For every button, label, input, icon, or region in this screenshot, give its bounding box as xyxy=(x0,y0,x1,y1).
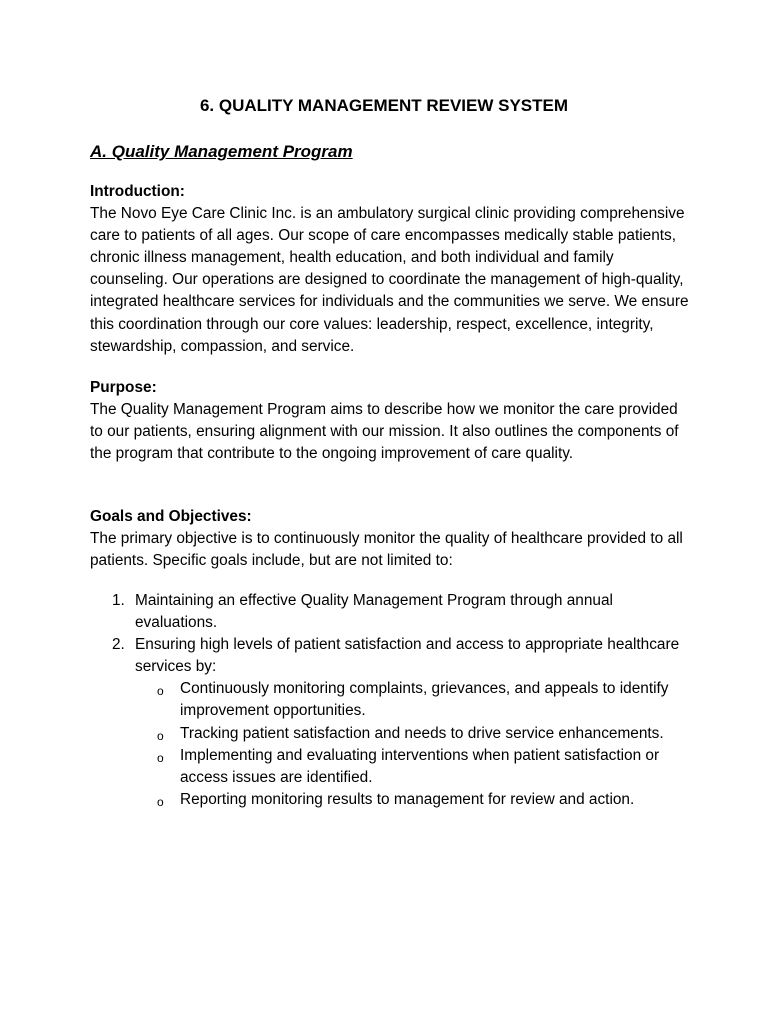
goals-list xyxy=(90,590,690,811)
section-text: The Quality Management Program aims to describe how we monitor the care provided to our patients, ensuring alignment with our mission. It also outlines the components of the program that contribute to the ongoing improvement of care quality. xyxy=(90,401,679,463)
section-heading: Introduction: xyxy=(90,183,185,200)
subitem-text: Implementing and evaluating interventions when patient satisfaction or access issues are identified. xyxy=(180,746,660,786)
section-introduction xyxy=(90,181,690,358)
subitem-text: Continuously monitoring complaints, grievances, and appeals to identify improvement opportunities. xyxy=(180,680,669,720)
bullet-icon: o xyxy=(157,684,164,699)
list-item xyxy=(135,678,690,722)
section-heading: Purpose: xyxy=(90,379,157,396)
bullet-icon: o xyxy=(157,750,164,765)
goal-number: 2. xyxy=(112,636,125,654)
section-text: The Novo Eye Care Clinic Inc. is an ambulatory surgical clinic providing comprehensive care to patients of all ages. Our scope of care encompasses medically stable patients, chronic illness management, health education, and both individual and family counseling. Our operations are designed to coordinate the management of high-quality, integrated healthcare services for individuals and the communities we serve. We ensure this coordination through our core values: leadership, respect, excellence, integrity, stewardship, compassion, and service. xyxy=(90,205,689,355)
list-item xyxy=(135,745,690,789)
list-item xyxy=(135,789,690,811)
bullet-icon: o xyxy=(157,794,164,809)
goal-text: Maintaining an effective Quality Management Program through annual evaluations. xyxy=(135,592,613,632)
subitem-text: Reporting monitoring results to management for review and action. xyxy=(180,790,635,808)
goal-number: 1. xyxy=(112,592,125,609)
section-heading: Goals and Objectives: xyxy=(90,508,252,525)
goal-subitems-list xyxy=(135,678,690,811)
bullet-icon: o xyxy=(157,728,164,743)
section-purpose xyxy=(90,377,690,465)
list-item xyxy=(135,723,690,745)
document-subtitle: A. Quality Management Program xyxy=(90,142,353,161)
section-goals-and-objectives xyxy=(90,506,690,572)
goal-item xyxy=(90,590,690,634)
subitem-text: Tracking patient satisfaction and needs to drive service enhancements. xyxy=(180,724,664,742)
document-title: 6. QUALITY MANAGEMENT REVIEW SYSTEM xyxy=(199,96,569,115)
section-text: The primary objective is to continuously monitor the quality of healthcare provided to all patients. Specific goals include, but are not limited to: xyxy=(90,530,683,570)
goal-text: Ensuring high levels of patient satisfaction and access to appropriate healthcare services by: xyxy=(135,636,680,676)
goal-item xyxy=(90,634,690,811)
